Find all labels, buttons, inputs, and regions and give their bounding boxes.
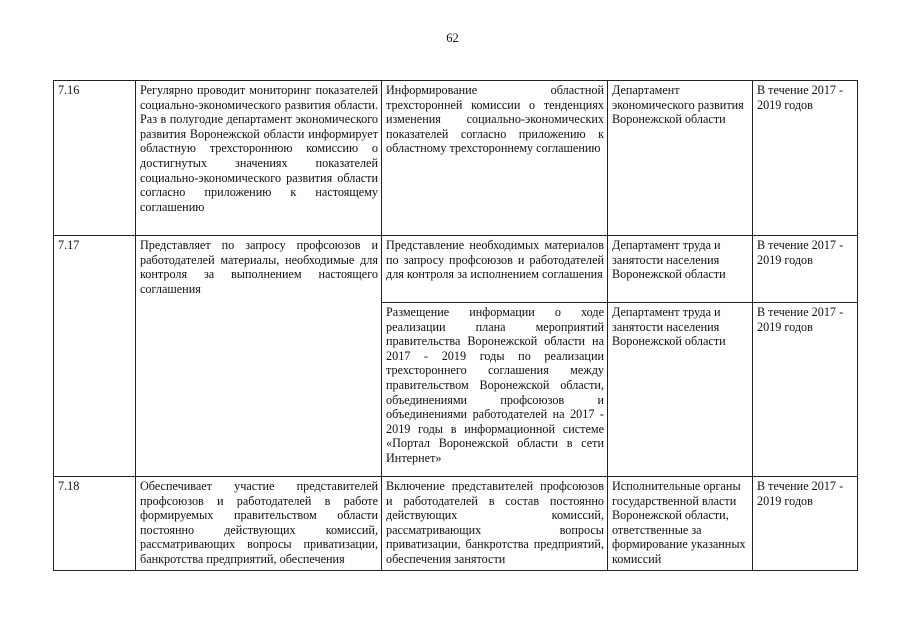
obligation-cell: Регулярно проводит мониторинг показателей социально-экономического развития области. Раз в полугодие департамент экономического развития Воронежской области информирует областную трехстороннюю комиссию о достигнутых значениях показателей социально-экономического развития области согласно приложению к настоящему соглашению [136,81,382,236]
term-cell: В течение 2017 - 2019 годов [753,236,858,303]
activity-cell: Информирование областной трехсторонней комиссии о тенденциях изменения социально-экономических показателей согласно приложению к областному трехстороннему соглашению [382,81,608,236]
item-number: 7.16 [54,81,136,236]
obligation-cell: Обеспечивает участие представителей профсоюзов и работодателей в работе формируемых правительством области постоянно действующих комиссий, рассматривающих вопросы приватизации, банкротства предприятий, обеспечения [136,477,382,571]
table-row [54,81,858,236]
table-row [54,477,858,571]
page-number: 62 [446,31,459,45]
measures-table [53,80,858,571]
activity-cell: Включение представителей профсоюзов и работодателей в состав постоянно действующих комиссий, рассматривающих вопросы приватизации, банкротства предприятий, обеспечения занятости [382,477,608,571]
item-number: 7.17 [54,236,136,477]
responsible-cell: Департамент труда и занятости населения Воронежской области [608,236,753,303]
term-cell: В течение 2017 - 2019 годов [753,81,858,236]
item-number: 7.18 [54,477,136,571]
activity-cell: Представление необходимых материалов по запросу профсоюзов и работодателей для контроля за исполнением соглашения [382,236,608,303]
obligation-cell: Представляет по запросу профсоюзов и работодателей материалы, необходимые для контроля за выполнением настоящего соглашения [136,236,382,477]
responsible-cell: Исполнительные органы государственной власти Воронежской области, ответственные за формирование указанных комиссий [608,477,753,571]
activity-cell: Размещение информации о ходе реализации плана мероприятий правительства Воронежской области на 2017 - 2019 годы по реализации трехстороннего соглашения между правительством Воронежской области, объединениями профсоюзов и объединениями работодателей на 2017 - 2019 годы в информационной системе «Портал Воронежской области в сети Интернет» [382,303,608,477]
term-cell: В течение 2017 - 2019 годов [753,303,858,477]
responsible-cell: Департамент труда и занятости населения Воронежской области [608,303,753,477]
table-row [54,236,858,303]
term-cell: В течение 2017 - 2019 годов [753,477,858,571]
responsible-cell: Департамент экономического развития Воронежской области [608,81,753,236]
